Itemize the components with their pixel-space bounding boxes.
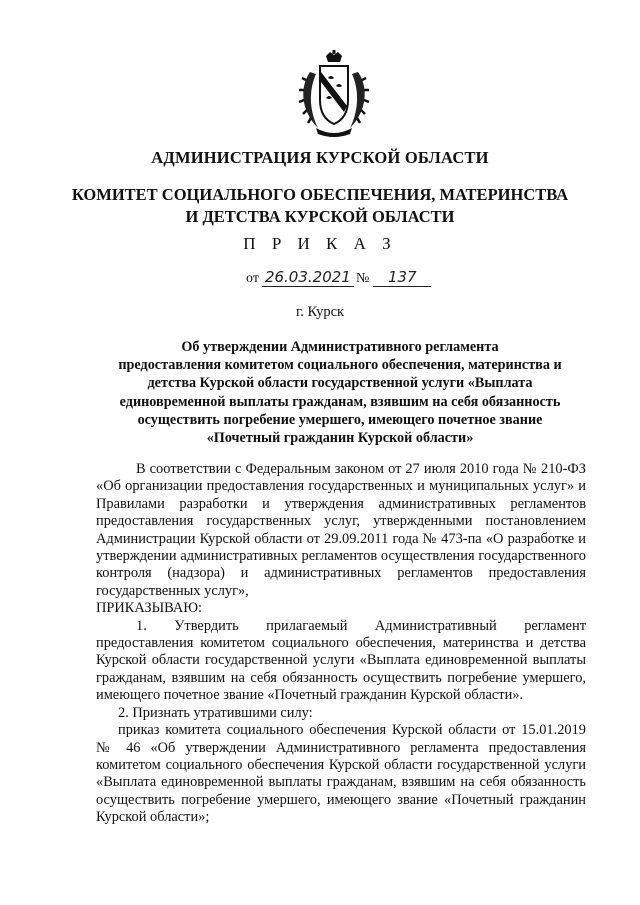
date-prefix: от: [246, 271, 259, 286]
handwritten-number: 137: [373, 268, 431, 287]
number-prefix: №: [355, 271, 370, 286]
order-title-line5: осуществить погребение умершего, имеющего почетное звание: [137, 411, 543, 428]
item2-heading: 2. Признать утратившими силу:: [118, 704, 313, 721]
city-label: г. Курск: [295, 304, 345, 320]
administration-heading: АДМИНИСТРАЦИЯ КУРСКОЙ ОБЛАСТИ: [151, 148, 489, 167]
order-body: [96, 461, 586, 827]
item1-paragraph: 1. Утвердить прилагаемый Административный регламент предоставления комитетом социального обеспечения, материнства и детства Курской области государственной услуги «Выплата единовременной выплаты гражданам, взявшим на себя обязанность осуществить погребение умершего, имеющего почетное звание «Почетный гражданин Курской области».: [96, 617, 586, 704]
committee-heading-line2: И ДЕТСТВА КУРСКОЙ ОБЛАСТИ: [185, 207, 455, 226]
committee-heading-line1: КОМИТЕТ СОЦИАЛЬНОГО ОБЕСПЕЧЕНИЯ, МАТЕРИНСТВА: [71, 185, 569, 204]
order-date-number: [246, 268, 431, 287]
item2-paragraph: приказ комитета социального обеспечения Курской области от 15.01.2019 № 46 «Об утверждении Административного регламента предоставления комитетом социального обеспечения Курской области государственной услуги «Выплата единовременной выплаты гражданам, взявшим на себя обязанность осуществить погребение умершего, имеющего звание «Почетный гражданин Курской области»;: [96, 722, 586, 826]
order-title-line3: детства Курской области государственной услуги «Выплата: [147, 375, 533, 392]
order-title-line6: «Почетный гражданин Курской области»: [206, 430, 474, 447]
committee-heading: [60, 184, 580, 228]
order-title-line4: единовременной выплаты гражданам, взявшим на себя обязанность: [119, 393, 561, 410]
order-title-line1: Об утверждении Административного регламента: [181, 339, 499, 355]
decree-word: ПРИКАЗЫВАЮ:: [96, 600, 203, 617]
order-heading: П Р И К А З: [243, 234, 397, 253]
order-title: [96, 338, 584, 447]
intro-paragraph: В соответствии с Федеральным законом от 27 июля 2010 года № 210-ФЗ «Об организации предоставления государственных и муниципальных услуг» и Правилами разработки и утверждения административных регламентов предоставления государственных услуг, утвержденными постановлением Администрации Курской области от 29.09.2011 года № 473-па «О разработке и утверждении административных регламентов осуществления государственного контроля (надзора) и административных регламентов предоставления государственных услуг»,: [96, 461, 586, 599]
handwritten-date: 26.03.2021: [262, 268, 354, 287]
order-title-line2: предоставления комитетом социального обеспечения, материнства и: [118, 357, 562, 374]
coat-of-arms-emblem: [296, 50, 372, 138]
